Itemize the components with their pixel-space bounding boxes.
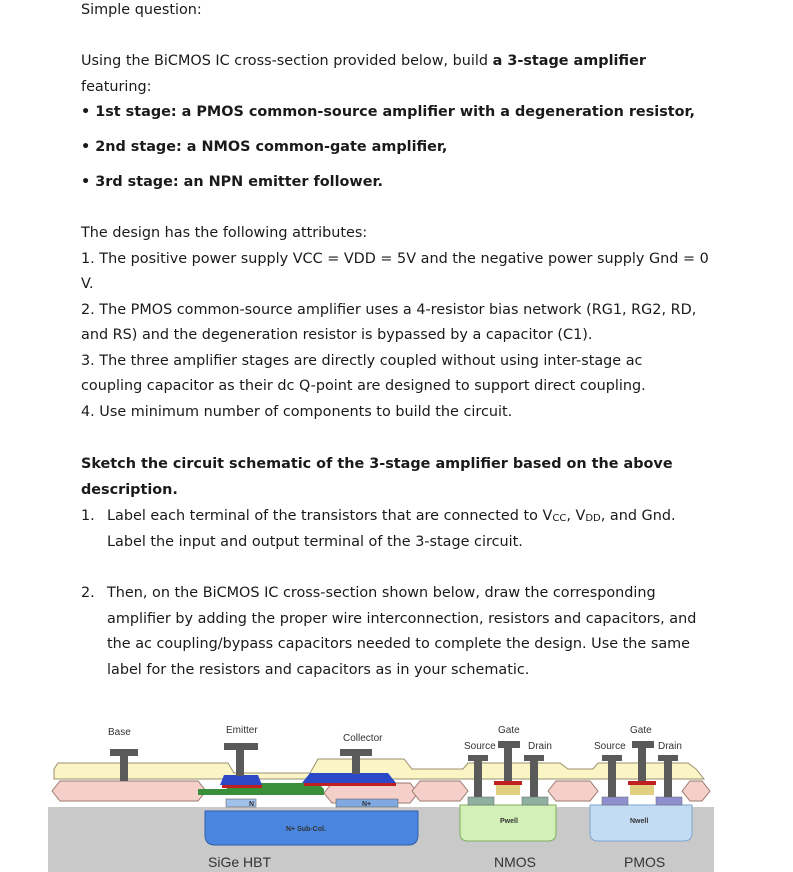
attribute-line: 4. Use minimum number of components to build the circuit. — [81, 404, 513, 420]
pmos-gate-poly — [630, 785, 654, 795]
collector-label: Collector — [343, 733, 383, 744]
base-contact-cap — [110, 749, 138, 756]
base-label: Base — [108, 727, 131, 738]
cross-section-diagram — [48, 719, 714, 872]
nmos-gate-via — [504, 748, 512, 781]
item-2-line: label for the resistors and capacitors as in your schematic. — [107, 662, 530, 678]
nmos-source-label: Source — [464, 741, 496, 752]
nmos-drain-label: Drain — [528, 741, 552, 752]
sketch-heading-line-1: Sketch the circuit schematic of the 3-stage amplifier based on the above — [81, 456, 673, 472]
nmos-drain-diffusion — [522, 797, 548, 805]
sketch-heading-line-2: description. — [81, 482, 178, 498]
nmos-source-diffusion — [468, 797, 494, 805]
pmos-drain-cap — [658, 755, 678, 761]
emitter-silicide — [222, 785, 262, 788]
emitter-contact-via — [236, 750, 244, 776]
pmos-gate-pad — [632, 741, 654, 748]
nwell-label: Nwell — [630, 818, 649, 825]
nmos-drain-via — [530, 759, 538, 797]
pmos-drain-label: Drain — [658, 741, 682, 752]
nmos-gate-silicide — [494, 781, 522, 785]
base-contact-via — [120, 756, 128, 781]
isolation-nmos — [412, 781, 468, 801]
attribute-line: and RS) and the degeneration resistor is bypassed by a capacitor (C1). — [81, 327, 593, 343]
pmos-gate-via — [638, 748, 646, 781]
sige-hbt-label: SiGe HBT — [208, 854, 272, 870]
attribute-line: V. — [81, 276, 94, 292]
task-line-2: featuring: — [81, 79, 152, 95]
n-label: N — [249, 801, 255, 808]
n-sub-col-label: N+ Sub-Col. — [286, 826, 326, 833]
emitter-contact-cap — [224, 743, 258, 750]
item-1-number: 1. — [81, 508, 95, 524]
task-line-1: Using the BiCMOS IC cross-section provided below, build a 3-stage amplifier — [81, 53, 646, 69]
nmos-gate-poly — [496, 785, 520, 795]
collector-silicide — [304, 783, 396, 786]
pmos-gate-label: Gate — [630, 725, 652, 736]
bicmos-cross-section-figure — [48, 719, 714, 872]
item-1-line-2: Label the input and output terminal of the 3-stage circuit. — [107, 534, 523, 550]
pmos-gate-silicide — [628, 781, 656, 785]
pmos-source-cap — [602, 755, 622, 761]
pmos-drain-diffusion — [656, 797, 682, 805]
attribute-line: coupling capacitor as their dc Q-point are designed to support direct coupling. — [81, 378, 646, 394]
pmos-source-via — [608, 759, 616, 797]
attribute-line: 1. The positive power supply VCC = VDD = 5V and the negative power supply Gnd = 0 — [81, 251, 709, 267]
item-2-line: Then, on the BiCMOS IC cross-section shown below, draw the corresponding — [107, 585, 656, 601]
isolation-pmos — [548, 781, 598, 801]
collector-plug — [302, 773, 396, 783]
nmos-gate-pad — [498, 741, 520, 748]
bullet-stage-2: • 2nd stage: a NMOS common-gate amplifier, — [81, 139, 448, 155]
n-plus-label: N+ — [362, 801, 372, 808]
pwell-label: Pwell — [500, 818, 518, 825]
pmos-source-diffusion — [602, 797, 628, 805]
emitter-label: Emitter — [226, 725, 258, 736]
item-2-number: 2. — [81, 585, 95, 601]
emitter-poly — [220, 775, 262, 785]
item-1-line-1: Label each terminal of the transistors that are connected to $V_{CC}$, $V_{DD}$, and Gnd. — [107, 508, 676, 524]
pmos-drain-via — [664, 759, 672, 797]
intro-line: Simple question: — [81, 2, 202, 18]
pmos-source-label: Source — [594, 741, 626, 752]
attributes-intro: The design has the following attributes: — [81, 225, 368, 241]
nmos-drain-cap — [524, 755, 544, 761]
item-2-line: the ac coupling/bypass capacitors needed to complete the design. Use the same — [107, 636, 691, 652]
pmos-label: PMOS — [624, 854, 666, 870]
item-2-line: amplifier by adding the proper wire interconnection, resistors and capacitors, and — [107, 611, 697, 627]
nmos-source-cap — [468, 755, 488, 761]
isolation-left — [52, 781, 206, 801]
nmos-source-via — [474, 759, 482, 797]
collector-contact-via — [352, 756, 360, 774]
attribute-line: 2. The PMOS common-source amplifier uses a 4-resistor bias network (RG1, RG2, RD, — [81, 302, 697, 318]
bullet-stage-3: • 3rd stage: an NPN emitter follower. — [81, 174, 383, 190]
isolation-right — [682, 781, 710, 801]
bullet-stage-1: • 1st stage: a PMOS common-source amplifier with a degeneration resistor, — [81, 104, 695, 120]
nmos-label: NMOS — [494, 854, 536, 870]
collector-contact-cap — [340, 749, 372, 756]
nmos-gate-label: Gate — [498, 725, 520, 736]
attribute-line: 3. The three amplifier stages are directly coupled without using inter-stage ac — [81, 353, 643, 369]
